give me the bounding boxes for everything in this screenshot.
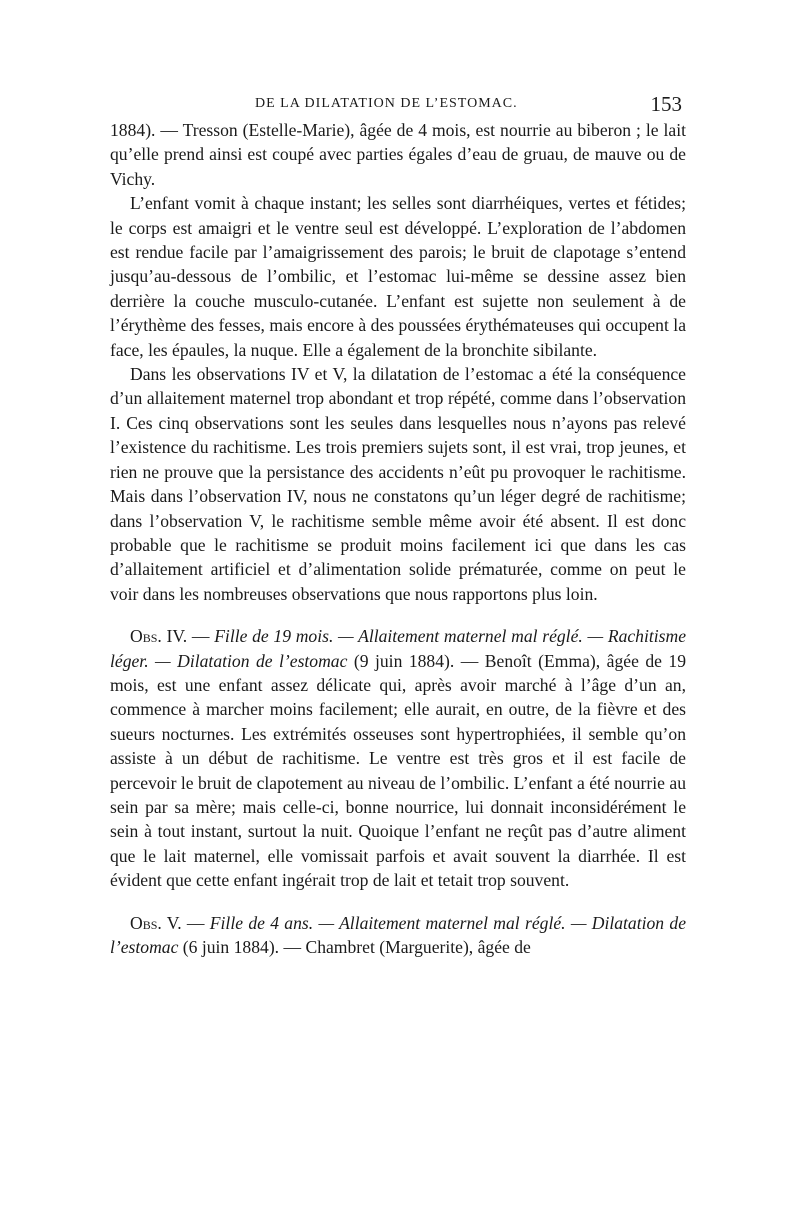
observation-4-date: (9 juin 1884). —	[347, 650, 485, 671]
paragraph-case-continuation: 1884). — Tresson (Estelle-Marie), âgée de 4 mois, est nourrie au biberon ; le lait qu’elle prend ainsi est coupé avec parties égales d’eau de gruau, de mauve ou de Vichy.	[110, 120, 686, 189]
observation-5-label: Obs. V.	[130, 912, 182, 933]
paragraph-case-findings: L’enfant vomit à chaque instant; les selles sont diarrhéiques, vertes et fétides; le corps est amaigri et le ventre seul est développé. L’exploration de l’abdomen est rendue facile par l’amaigrissement des parois; le bruit de clapotage s’entend jusqu’au-dessous de l’ombilic, et l’estomac lui-même se dessine assez bien derrière la couche musculo-cutanée. L’enfant est sujette non seulement à de l’érythème des fesses, mais encore à des poussées érythémateuses qui occupent la face, les épaules, la nuque. Elle a également de la bronchite sibilante.	[110, 193, 686, 360]
observation-5-date: (6 juin 1884). —	[178, 937, 306, 957]
observation-5-body: Chambret (Marguerite), âgée de	[305, 937, 531, 957]
running-title: DE LA DILATATION DE L’ESTOMAC.	[255, 96, 518, 111]
observation-4-dash: —	[187, 626, 215, 647]
observation-5-dash: —	[181, 912, 210, 933]
paragraph-discussion: Dans les observations IV et V, la dilatation de l’estomac a été la conséquence d’un allaitement maternel trop abondant et trop répété, comme dans l’observation I. Ces cinq observations sont les seules dans lesquelles nous n’ayons pas relevé l’existence du rachitisme. Les trois premiers sujets sont, il est vrai, trop jeunes, et rien ne prouve que la persistance des accidents n’eût pu provoquer le rachitisme. Mais dans l’observation IV, nous ne constatons qu’un léger degré de rachitisme; dans l’observation V, le rachitisme semble même avoir été absent. Il est donc probable que le rachitisme se produit moins facilement ici que dans les cas d’allaitement artificiel et d’alimentation solide prématurée, comme on peut le voir dans les nombreuses observations que nous rapportons plus loin.	[110, 364, 686, 604]
page-number: 153	[650, 92, 682, 116]
body-text	[110, 118, 686, 959]
observation-4-label: Obs. IV.	[130, 626, 188, 647]
observation-4-body: Benoît (Emma), âgée de 19 mois, est une enfant assez délicate qui, après avoir marché à l’âge d’un an, commence à marcher moins facilement; elle aurait, en outre, de la fièvre et des sueurs nocturnes. Les extrémités osseuses sont hypertrophiées, il semble qu’on assiste à un début de rachitisme. Le ventre est très gros et il est facile de percevoir le bruit de clapotement au niveau de l’ombilic. L’enfant a été nourrie au sein par sa mère; mais celle-ci, bonne nourrice, lui donnait inconsidérément le sein à tout instant, surtout la nuit. Quoique l’enfant ne reçût pas d’autre aliment que le lait maternel, elle vomissait parfois et avait souvent la diarrhée. Il est évident que cette enfant ingérait trop de lait et tetait trop souvent.	[110, 650, 686, 891]
observation-4-title: Fille de 19 mois. — Allaitement maternel mal réglé. — Rachitisme léger. — Dilatation de l’estomac	[110, 626, 686, 671]
observation-5-title: Fille de 4 ans. — Allaitement maternel mal réglé. — Dilatation de l’estomac	[110, 912, 687, 957]
observation-5	[110, 911, 686, 960]
book-page	[110, 92, 686, 959]
running-header	[110, 92, 686, 118]
observation-4	[110, 624, 686, 892]
